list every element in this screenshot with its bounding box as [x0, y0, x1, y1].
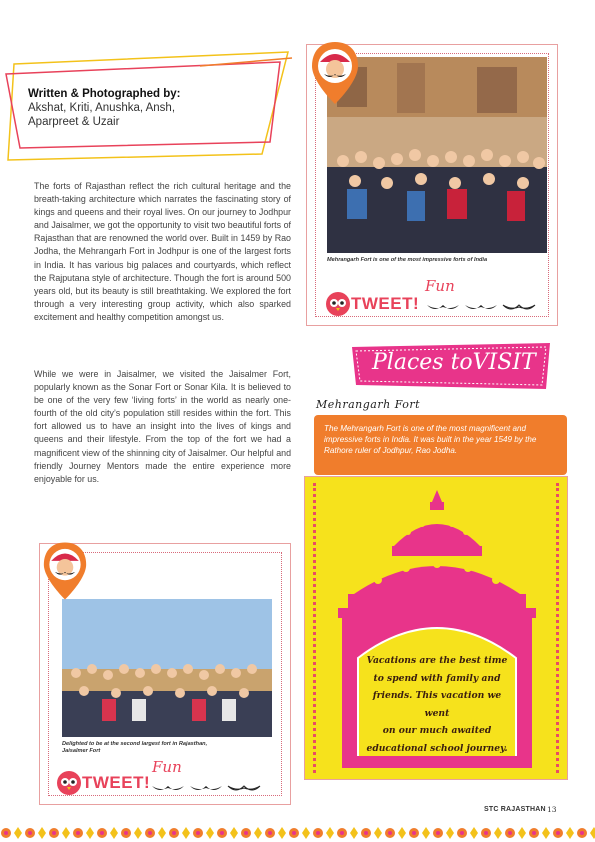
- places-description: The Mehrangarh Fort is one of the most magnificent and impressive forts in India. It was built in the year 1549 by the Rathore ruler of Jodhpur, Rao Jodha.: [314, 415, 567, 475]
- footer-title: STC RAJASTHAN: [484, 806, 546, 813]
- fun-label-bottom: Fun: [152, 758, 182, 776]
- caption-line-1: Delighted to be at the second largest fort in Rajasthan,: [62, 741, 208, 747]
- jaisalmer-group-photo: [62, 599, 272, 737]
- bird-icon: [56, 770, 82, 796]
- pin-face-icon: [310, 40, 360, 106]
- byline-names-2: Aparpreet & Uzair: [28, 116, 120, 128]
- decorative-border: [0, 824, 595, 842]
- byline-names-1: Akshat, Kriti, Anushka, Ansh,: [28, 102, 176, 114]
- page-number: 13: [547, 805, 557, 814]
- quote-line-3: friends. This vacation we went: [372, 690, 502, 719]
- moustache-icon: [425, 299, 537, 313]
- byline-heading: Written & Photographed by:: [28, 88, 181, 100]
- fun-label-top: Fun: [425, 277, 455, 295]
- article-paragraph-2: While we were in Jaisalmer, we visited the Jaisalmer Fort, popularly known as the Sonar Fort or Sonar Kila. It is believed to be one of the very few ‘living forts’ in the world as nearly one-fourth of the old city’s population still resides within the fort. This fort allowed us to have an insight into the lives of kings and queens and their lifestyle. From the top of the fort we had a magnificent view of the shinning city of Jaisalmer. Our helpful and friendly Journey Mentors made the entire experience more enjoyable for us.: [34, 369, 292, 484]
- tweet-label-bottom: TWEET!: [82, 773, 151, 792]
- photo-caption-top: Mehrangarh Fort is one of the most impressive forts of India: [327, 257, 488, 263]
- places-heading: Places toVISIT: [372, 350, 536, 375]
- quote-line-5: educational school journey.: [366, 742, 508, 754]
- tweet-label-top: TWEET!: [351, 294, 420, 313]
- moustache-icon: [150, 780, 262, 794]
- article-paragraph-1: The forts of Rajasthan reflect the rich cultural heritage and the breath-taking architecture which narrates the fascinating story of kings and queens and their royal lives. On our journey to Jodhpur and Jaisalmer, we got the opportunity to visit two beautiful forts of Rajasthan that are renowned the world over. Built in 1459 by Rao Jodha, the Mehrangarh Fort in Jodhpur is one of the largest forts in India. It has various big palaces and courtyards, which reflect the Rajputana style of architecture. Though the fort is around 500 years old, but its beauty is still breathtaking. We explored the fort through a very interesting group activity, which also sparked excitement and healthy competition amongst us.: [34, 181, 291, 322]
- caption-line-2: Jaisalmer Fort: [62, 748, 101, 754]
- pin-face-icon: [42, 540, 88, 602]
- quote-line-2: to spend with family and: [373, 672, 501, 684]
- vacation-quote: [362, 652, 512, 758]
- photo-caption-bottom: [62, 741, 272, 755]
- byline: [28, 88, 248, 129]
- quote-line-1: Vacations are the best time: [366, 655, 508, 666]
- places-subheading: Mehrangarh Fort: [316, 398, 421, 411]
- bird-icon: [325, 291, 351, 317]
- quote-line-4: on our much awaited: [382, 725, 492, 737]
- fort-group-photo: [327, 57, 547, 253]
